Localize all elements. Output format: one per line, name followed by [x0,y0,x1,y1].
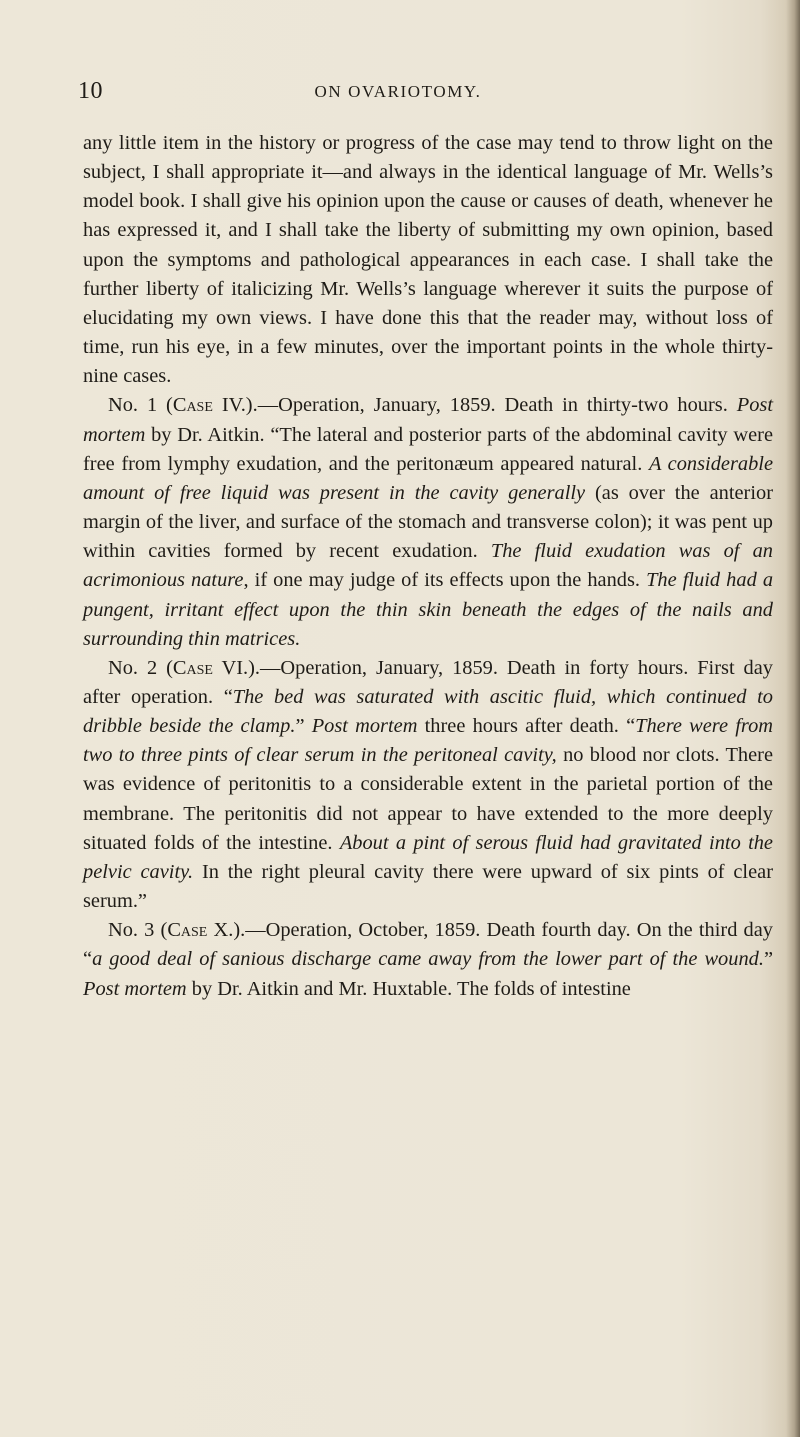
text-run: No. 3 ( [108,919,168,942]
text-run: X.).—Operation, October, 1859. Death fourth day. On the third day “ [83,919,773,971]
page-number: 10 [78,78,103,104]
text-run: no blood nor clots. There was evidence of peritonitis to a considerable extent in the parietal portion of the membrane. The peritonitis did not appear to have extended to the more deeply situated folds of the intestine. [83,744,773,854]
small-caps-text: Case [172,394,213,417]
italic-text: About a pint of serous fluid had gravitated into the pelvic cavity. [83,831,773,883]
italic-text: a good deal of sanious discharge came away from the lower part of the wound. [92,948,764,971]
italic-text: The fluid had a pungent, irritant effect upon the thin skin beneath the edges of the nails and surrounding thin matrices. [83,569,774,650]
paragraph [83,391,773,653]
paragraph [83,916,773,1003]
italic-text: Post mortem [83,977,187,1000]
text-run: by Dr. Aitkin. “The lateral and posterior parts of the abdominal cavity were free from lymphy exudation, and the peritonæum appeared natural. [83,423,773,475]
italic-text: There were from two to three pints of clear serum in the peritoneal cavity, [83,715,773,767]
italic-text: The bed was saturated with ascitic fluid, which continued to dribble beside the clamp. [83,685,773,738]
text-run: IV.).—Operation, January, 1859. Death in thirty-two hours. [212,394,737,417]
text-run: No. 1 ( [108,394,173,417]
text-run: VI.).—Operation, January, 1859. Death in forty hours. First day after operation. “ [83,656,773,708]
text-run: three hours after death. “ [417,715,636,738]
small-caps-text: Case [172,656,213,679]
text-run: any little item in the history or progress of the case may tend to throw light on the subject, I shall appropriate it—and always in the identical language of Mr. Wells’s model book. I shall give his opinion upon the cause or causes of death, whenever he has expressed it, and I shall take the liberty of submitting my own opinion, based upon the symptoms and pathological appearances in each case. I shall take the further liberty of italicizing Mr. Wells’s language wherever it suits the purpose of elucidating my own views. I have done this that the reader may, without loss of time, run his eye, in a few minutes, over the important points in the whole thirty-nine cases. [83,132,773,388]
text-run: No. 2 ( [108,656,173,679]
running-head: ON OVARIOTOMY. [314,82,482,101]
body-text [83,129,773,1004]
paragraph [83,129,773,391]
page-header [78,78,778,118]
page-edge-shadow [786,0,800,1437]
text-run: , if one may judge of its effects upon the hands. [243,569,647,592]
small-caps-text: Case [167,919,208,942]
text-run: ” [295,715,312,738]
text-run: by Dr. Aitkin and Mr. Huxtable. The folds of intestine [186,977,631,1000]
italic-text: The fluid exudation was of an acrimonious nature [83,540,773,592]
italic-text: Post mortem [311,715,418,738]
text-run: ” [763,948,773,971]
text-run: In the right pleural cavity there were upward of six pints of clear serum.” [83,860,773,913]
text-run: (as over the anterior margin of the liver, and surface of the stomach and transverse colon); it was pent up within cavities formed by recent exudation. [83,481,774,563]
italic-text: Post mortem [83,394,773,446]
italic-text: A considerable amount of free liquid was present in the cavity generally [83,452,774,504]
paragraph [83,654,773,916]
